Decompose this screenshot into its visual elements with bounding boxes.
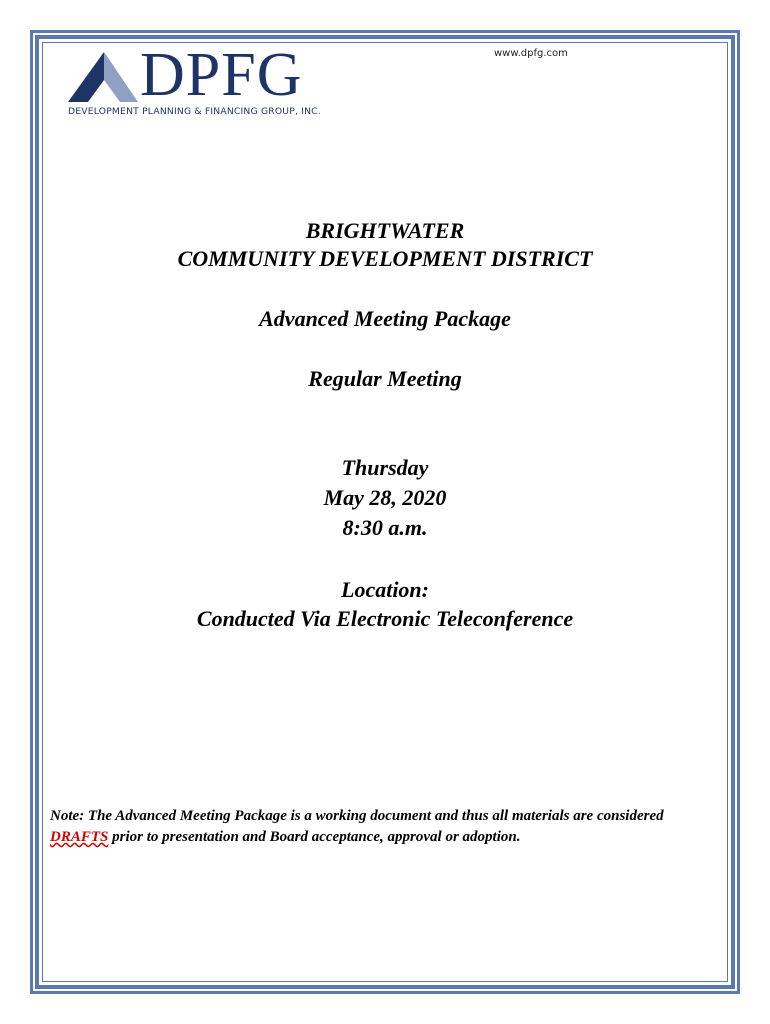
website-url: www.dpfg.com xyxy=(494,48,568,59)
triangle-logo-icon xyxy=(68,50,138,102)
meeting-type: Regular Meeting xyxy=(308,366,462,391)
drafts-note xyxy=(50,806,720,848)
note-suffix: prior to presentation and Board acceptance, approval or adoption. xyxy=(108,829,521,845)
meeting-day: Thursday xyxy=(341,455,429,480)
meeting-time: 8:30 a.m. xyxy=(342,515,428,540)
location-label: Location: xyxy=(341,577,429,602)
district-name-line1: BRIGHTWATER xyxy=(305,218,465,243)
meeting-date: May 28, 2020 xyxy=(323,485,447,510)
district-name-line2: COMMUNITY DEVELOPMENT DISTRICT xyxy=(177,246,593,271)
dpfg-logo xyxy=(68,41,338,120)
logo-wordmark: DPFG xyxy=(140,41,303,109)
drafts-highlight: DRAFTS xyxy=(50,829,109,845)
note-prefix: Note: The Advanced Meeting Package is a working document and thus all materials are considered xyxy=(50,808,664,824)
logo-tagline: DEVELOPMENT PLANNING & FINANCING GROUP, INC. xyxy=(68,106,321,117)
package-title: Advanced Meeting Package xyxy=(259,306,511,331)
location-value: Conducted Via Electronic Teleconference xyxy=(196,606,574,631)
